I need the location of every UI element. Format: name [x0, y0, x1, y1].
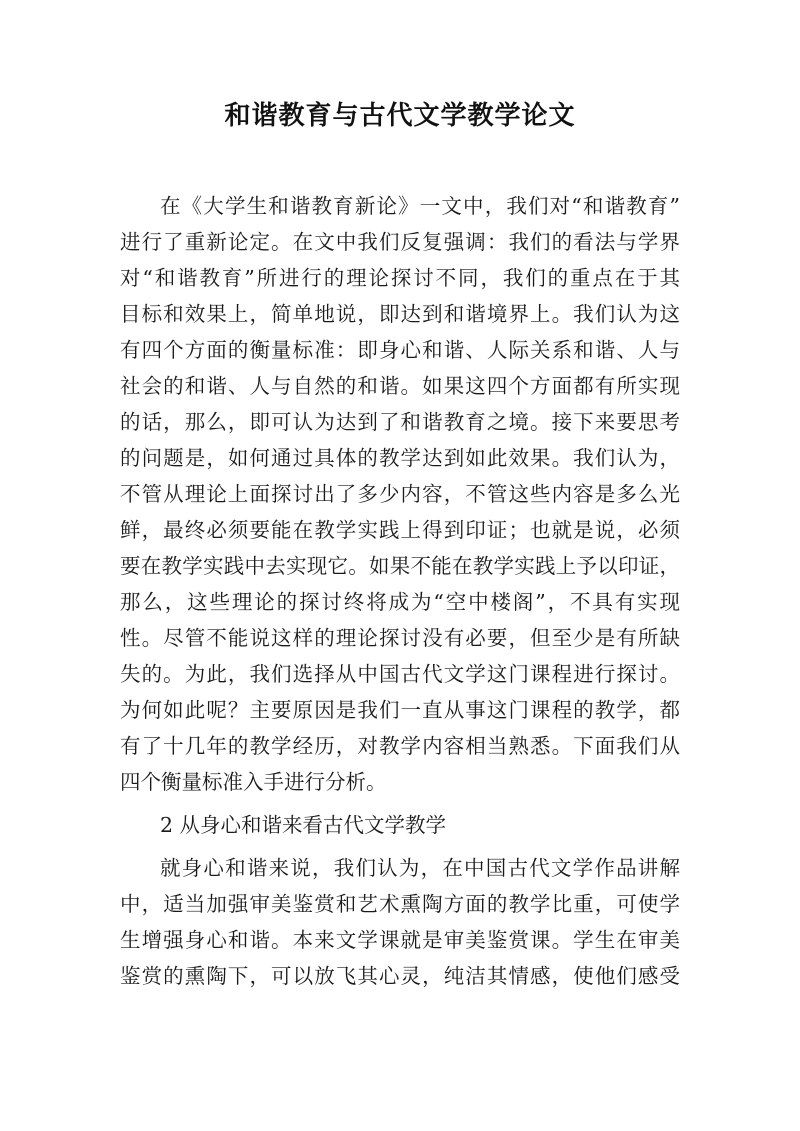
section-heading: 2 从身心和谐来看古代文学教学 — [160, 813, 447, 837]
paragraph-line: 就身心和谐来说，我们认为，在中国古代文学作品讲解 — [160, 856, 680, 880]
paragraph-line: 那么，这些理论的探讨终将成为“空中楼阁”，不具有实现 — [120, 590, 680, 614]
document-title: 和谐教育与古代文学教学论文 — [224, 101, 576, 131]
paragraph-line: 要在教学实践中去实现它。如果不能在教学实践上予以印证， — [120, 554, 680, 578]
paragraph-line: 有了十几年的教学经历，对教学内容相当熟悉。下面我们从 — [120, 734, 680, 758]
paragraph-line: 有四个方面的衡量标准：即身心和谐、人际关系和谐、人与 — [120, 338, 680, 362]
paragraph-line: 四个衡量标准入手进行分析。 — [120, 770, 387, 794]
paragraph-line: 进行了重新论定。在文中我们反复强调：我们的看法与学界 — [120, 230, 680, 254]
paragraph-line: 对“和谐教育”所进行的理论探讨不同，我们的重点在于其 — [120, 266, 680, 290]
paragraph-line: 不管从理论上面探讨出了多少内容，不管这些内容是多么光 — [120, 482, 680, 506]
paragraph-line: 目标和效果上，简单地说，即达到和谐境界上。我们认为这 — [120, 302, 680, 326]
paragraph-line: 失的。为此，我们选择从中国古代文学这门课程进行探讨。 — [120, 662, 680, 686]
paragraph-line: 中，适当加强审美鉴赏和艺术熏陶方面的教学比重，可使学 — [120, 892, 680, 916]
paragraph-line: 在《大学生和谐教育新论》一文中，我们对“和谐教育” — [160, 194, 680, 218]
paragraph-line: 生增强身心和谐。本来文学课就是审美鉴赏课。学生在审美 — [120, 928, 680, 952]
paragraph-line: 的问题是，如何通过具体的教学达到如此效果。我们认为， — [120, 446, 680, 470]
paragraph-line: 社会的和谐、人与自然的和谐。如果这四个方面都有所实现 — [120, 374, 680, 398]
paragraph-line: 的话，那么，即可认为达到了和谐教育之境。接下来要思考 — [120, 410, 680, 434]
paragraph-line: 性。尽管不能说这样的理论探讨没有必要，但至少是有所缺 — [120, 626, 680, 650]
paragraph-line: 为何如此呢？主要原因是我们一直从事这门课程的教学，都 — [120, 698, 680, 722]
paragraph-line: 鉴赏的熏陶下，可以放飞其心灵，纯洁其情感，使他们感受 — [120, 964, 680, 988]
paragraph-line: 鲜，最终必须要能在教学实践上得到印证；也就是说，必须 — [120, 518, 680, 542]
